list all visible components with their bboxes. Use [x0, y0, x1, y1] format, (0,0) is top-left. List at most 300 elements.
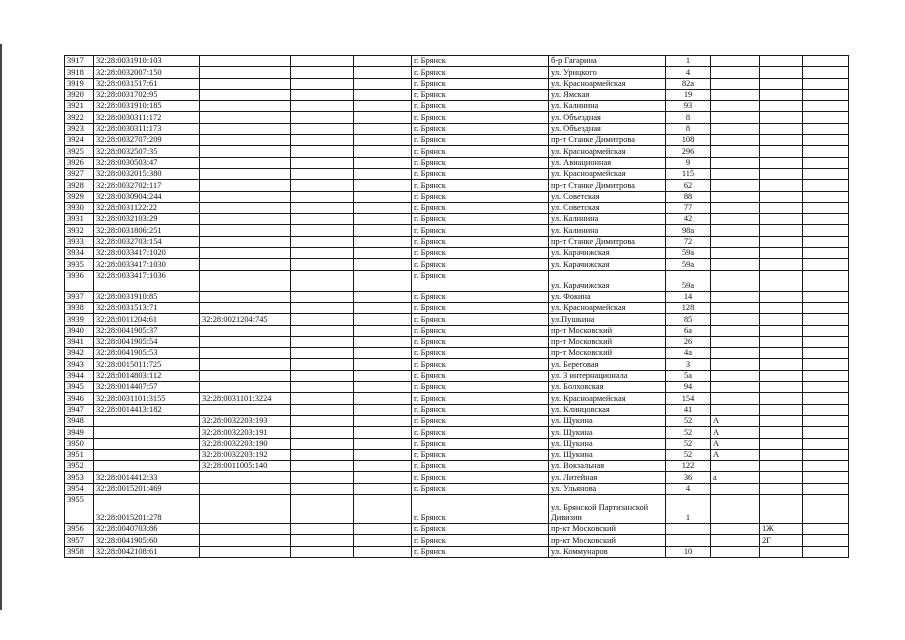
empty-cell [291, 314, 354, 325]
building-letter [711, 123, 760, 134]
house-number: 154 [666, 393, 711, 404]
building-letter [711, 168, 760, 179]
street-cell: пр-т Московский [549, 348, 666, 359]
house-number: 77 [666, 202, 711, 213]
house-number: 52 [666, 449, 711, 460]
cadastral-number [94, 427, 200, 438]
cadastral-number: 32:28:0015011:725 [94, 359, 200, 370]
cadastral-number: 32:28:0031513:71 [94, 302, 200, 313]
building-letter [711, 393, 760, 404]
cadastral-number: 32:28:0014407:57 [94, 382, 200, 393]
empty-cell [803, 291, 849, 302]
building-letter [711, 325, 760, 336]
empty-cell [291, 270, 354, 291]
cadastral-number: 32:28:0031101:3155 [94, 393, 200, 404]
cadastral-number: 32:28:0042108:61 [94, 546, 200, 557]
table-row [65, 101, 849, 112]
house-number: 72 [666, 236, 711, 247]
street-cell: ул. Объездная [549, 123, 666, 134]
building-letter [711, 202, 760, 213]
empty-cell [354, 78, 412, 89]
street-line-1: ул. Брянской Партизанской [551, 502, 649, 512]
building-code: 1Ж [760, 523, 803, 534]
house-number: 296 [666, 146, 711, 157]
table-row [65, 336, 849, 347]
cadastral-number: 32:28:0030311:173 [94, 123, 200, 134]
cadastral-number: 32:28:0031910:85 [94, 291, 200, 302]
row-number: 3955 [65, 494, 94, 523]
table-row [65, 393, 849, 404]
row-number: 3933 [65, 236, 94, 247]
building-code [760, 168, 803, 179]
empty-cell [803, 225, 849, 236]
empty-cell [803, 370, 849, 381]
empty-cell [803, 494, 849, 523]
building-letter [711, 348, 760, 359]
building-code [760, 112, 803, 123]
city-cell: г. Брянск [412, 168, 549, 179]
street-cell: ул. Калинина [549, 225, 666, 236]
building-code [760, 259, 803, 270]
street-cell: ул. Красноармейская [549, 168, 666, 179]
empty-cell [803, 438, 849, 449]
empty-cell [354, 157, 412, 168]
empty-cell [291, 472, 354, 483]
empty-cell [291, 535, 354, 546]
city-cell: г. Брянск [412, 248, 549, 259]
street-cell: ул. Береговая [549, 359, 666, 370]
city-cell: г. Брянск [412, 202, 549, 213]
empty-cell [354, 523, 412, 534]
building-code [760, 191, 803, 202]
street-cell: ул. Карачижская [549, 248, 666, 259]
city-cell: г. Брянск [412, 157, 549, 168]
house-number: 42 [666, 214, 711, 225]
street-cell: ул. Калинина [549, 214, 666, 225]
house-number: 108 [666, 135, 711, 146]
building-code [760, 382, 803, 393]
row-number: 3954 [65, 483, 94, 494]
city-cell: г. Брянск [412, 438, 549, 449]
empty-cell [354, 359, 412, 370]
street-cell: ул. Карачижская [549, 259, 666, 270]
empty-cell [803, 214, 849, 225]
street-cell: ул. Щукина [549, 415, 666, 426]
cadastral-number-2 [200, 135, 291, 146]
building-code [760, 236, 803, 247]
building-code [760, 248, 803, 259]
building-code [760, 157, 803, 168]
street-cell: ул. Объездная [549, 112, 666, 123]
empty-cell [354, 248, 412, 259]
empty-cell [803, 202, 849, 213]
empty-cell [803, 157, 849, 168]
empty-cell [291, 248, 354, 259]
cadastral-number [94, 449, 200, 460]
empty-cell [291, 146, 354, 157]
table-row [65, 202, 849, 213]
city-cell: г. Брянск [412, 404, 549, 415]
cadastral-number: 32:28:0041905:60 [94, 535, 200, 546]
street-cell: ул. Карачижская [549, 270, 666, 291]
empty-cell [803, 248, 849, 259]
cadastral-number-2 [200, 535, 291, 546]
row-number: 3950 [65, 438, 94, 449]
row-number: 3921 [65, 101, 94, 112]
empty-cell [291, 415, 354, 426]
building-code [760, 359, 803, 370]
empty-cell [291, 546, 354, 557]
table-row [65, 225, 849, 236]
street-cell: пр-т Станке Димитрова [549, 135, 666, 146]
empty-cell [803, 348, 849, 359]
cadastral-number: 32:28:0031702:95 [94, 89, 200, 100]
cadastral-number: 32:28:0030311:172 [94, 112, 200, 123]
cadastral-number: 32:28:0033417:1036 [94, 270, 200, 291]
building-letter [711, 214, 760, 225]
cadastral-number: 32:28:0032007:150 [94, 67, 200, 78]
house-number: 4 [666, 483, 711, 494]
row-number: 3942 [65, 348, 94, 359]
cadastral-number-2 [200, 168, 291, 179]
cadastral-number [94, 415, 200, 426]
house-number: 52 [666, 415, 711, 426]
row-number: 3924 [65, 135, 94, 146]
empty-cell [803, 427, 849, 438]
city-cell: г. Брянск [412, 546, 549, 557]
city-cell: г. Брянск [412, 225, 549, 236]
empty-cell [354, 336, 412, 347]
row-number: 3944 [65, 370, 94, 381]
building-letter [711, 135, 760, 146]
cadastral-number-2 [200, 382, 291, 393]
cadastral-number-2 [200, 112, 291, 123]
cadastral-number [94, 438, 200, 449]
city-cell: г. Брянск [412, 523, 549, 534]
city-cell: г. Брянск [412, 461, 549, 472]
row-number: 3927 [65, 168, 94, 179]
empty-cell [803, 546, 849, 557]
city-cell: г. Брянск [412, 336, 549, 347]
row-number: 3923 [65, 123, 94, 134]
empty-cell [291, 168, 354, 179]
city-cell: г. Брянск [412, 535, 549, 546]
house-number [666, 535, 711, 546]
house-number: 98а [666, 225, 711, 236]
empty-cell [354, 135, 412, 146]
empty-cell [291, 291, 354, 302]
building-code [760, 393, 803, 404]
building-letter [711, 483, 760, 494]
street-cell: ул. Советская [549, 202, 666, 213]
table-row [65, 314, 849, 325]
building-letter [711, 146, 760, 157]
empty-cell [803, 56, 849, 67]
building-code [760, 270, 803, 291]
house-number: 5а [666, 370, 711, 381]
cadastral-number-2: 32:28:0032203:190 [200, 438, 291, 449]
empty-cell [354, 291, 412, 302]
building-letter [711, 370, 760, 381]
cadastral-number: 32:28:0031517:61 [94, 78, 200, 89]
building-letter [711, 259, 760, 270]
cadastral-number-2: 32:28:0021204:745 [200, 314, 291, 325]
house-number: 94 [666, 382, 711, 393]
row-number: 3945 [65, 382, 94, 393]
building-code [760, 67, 803, 78]
building-letter [711, 67, 760, 78]
building-code [760, 123, 803, 134]
row-number: 3958 [65, 546, 94, 557]
building-letter [711, 302, 760, 313]
building-letter: А [711, 438, 760, 449]
cadastral-number-2 [200, 236, 291, 247]
cadastral-number: 32:28:0040703:86 [94, 523, 200, 534]
empty-cell [803, 302, 849, 313]
building-code [760, 135, 803, 146]
empty-cell [291, 89, 354, 100]
empty-cell [291, 78, 354, 89]
cadastral-number-2 [200, 78, 291, 89]
street-cell: ул. Вокзальная [549, 461, 666, 472]
city-cell: г. Брянск [412, 449, 549, 460]
empty-cell [354, 168, 412, 179]
empty-cell [291, 382, 354, 393]
empty-cell [291, 302, 354, 313]
street-cell: ул. Урицкого [549, 67, 666, 78]
building-letter [711, 78, 760, 89]
empty-cell [354, 112, 412, 123]
table-row [65, 135, 849, 146]
row-number: 3920 [65, 89, 94, 100]
row-number: 3918 [65, 67, 94, 78]
cadastral-number-2 [200, 325, 291, 336]
cadastral-number: 32:28:0014803:112 [94, 370, 200, 381]
building-code [760, 180, 803, 191]
city-cell: г. Брянск [412, 370, 549, 381]
city-cell: г. Брянск [412, 135, 549, 146]
table-row [65, 523, 849, 534]
building-code [760, 291, 803, 302]
empty-cell [803, 404, 849, 415]
empty-cell [803, 314, 849, 325]
table-row [65, 259, 849, 270]
cadastral-number: 32:28:0030503:47 [94, 157, 200, 168]
cadastral-number: 32:28:0033417:1030 [94, 259, 200, 270]
city-cell: г. Брянск [412, 472, 549, 483]
empty-cell [803, 67, 849, 78]
property-register-table [64, 55, 849, 558]
building-letter [711, 494, 760, 523]
cadastral-number: 32:28:0032507:35 [94, 146, 200, 157]
row-number: 3941 [65, 336, 94, 347]
empty-cell [354, 370, 412, 381]
table-row [65, 382, 849, 393]
house-number: 122 [666, 461, 711, 472]
house-number: 3 [666, 359, 711, 370]
house-number: 41 [666, 404, 711, 415]
building-letter [711, 191, 760, 202]
street-cell: пр-т Станке Димитрова [549, 236, 666, 247]
empty-cell [291, 180, 354, 191]
street-cell: ул. Авиационная [549, 157, 666, 168]
empty-cell [803, 461, 849, 472]
street-cell: ул. Ямская [549, 89, 666, 100]
cadastral-number-2 [200, 101, 291, 112]
cadastral-number-2 [200, 472, 291, 483]
city-cell: г. Брянск [412, 101, 549, 112]
table-row [65, 404, 849, 415]
building-code [760, 415, 803, 426]
empty-cell [803, 325, 849, 336]
house-number: 8 [666, 112, 711, 123]
table-row [65, 89, 849, 100]
empty-cell [354, 438, 412, 449]
table-row [65, 78, 849, 89]
table-row [65, 157, 849, 168]
empty-cell [803, 123, 849, 134]
city-cell: г. Брянск [412, 314, 549, 325]
row-number: 3951 [65, 449, 94, 460]
empty-cell [291, 112, 354, 123]
empty-cell [803, 236, 849, 247]
building-letter: А [711, 415, 760, 426]
empty-cell [354, 314, 412, 325]
empty-cell [354, 415, 412, 426]
empty-cell [803, 535, 849, 546]
house-number: 52 [666, 438, 711, 449]
table-row [65, 112, 849, 123]
house-number [666, 523, 711, 534]
building-code [760, 225, 803, 236]
empty-cell [354, 427, 412, 438]
empty-cell [803, 78, 849, 89]
empty-cell [354, 546, 412, 557]
cadastral-number-2 [200, 270, 291, 291]
building-letter: А [711, 427, 760, 438]
house-number: 59а [666, 248, 711, 259]
city-cell: г. Брянск [412, 259, 549, 270]
building-letter [711, 225, 760, 236]
building-code [760, 472, 803, 483]
house-number: 59а [666, 259, 711, 270]
row-number: 3917 [65, 56, 94, 67]
empty-cell [291, 225, 354, 236]
street-cell: ул. Красноармейская [549, 302, 666, 313]
building-code [760, 202, 803, 213]
house-number: 4а [666, 348, 711, 359]
empty-cell [803, 180, 849, 191]
house-number: 59а [666, 270, 711, 291]
cadastral-number: 32:28:0032103:29 [94, 214, 200, 225]
cadastral-number-2: 32:28:0032203:193 [200, 415, 291, 426]
row-number: 3929 [65, 191, 94, 202]
row-number: 3937 [65, 291, 94, 302]
row-number: 3934 [65, 248, 94, 259]
building-code [760, 494, 803, 523]
row-number: 3940 [65, 325, 94, 336]
empty-cell [803, 359, 849, 370]
building-letter [711, 359, 760, 370]
empty-cell [354, 214, 412, 225]
table-row [65, 472, 849, 483]
table-row [65, 546, 849, 557]
empty-cell [291, 101, 354, 112]
row-number: 3947 [65, 404, 94, 415]
cadastral-number-2 [200, 483, 291, 494]
row-number: 3935 [65, 259, 94, 270]
house-number: 8 [666, 123, 711, 134]
building-code [760, 78, 803, 89]
empty-cell [803, 112, 849, 123]
empty-cell [291, 336, 354, 347]
row-number: 3925 [65, 146, 94, 157]
empty-cell [354, 302, 412, 313]
empty-cell [354, 393, 412, 404]
street-cell: ул. Ульянова [549, 483, 666, 494]
cadastral-number-2 [200, 302, 291, 313]
empty-cell [803, 270, 849, 291]
table-row [65, 461, 849, 472]
street-cell: ул. Красноармейская [549, 393, 666, 404]
street-cell: пр-т Московский [549, 325, 666, 336]
table-row [65, 483, 849, 494]
cadastral-number-2 [200, 67, 291, 78]
empty-cell [354, 483, 412, 494]
table-row [65, 494, 849, 523]
building-code [760, 438, 803, 449]
city-cell: г. Брянск [412, 483, 549, 494]
cadastral-number: 32:28:0015201:469 [94, 483, 200, 494]
cadastral-number-2 [200, 494, 291, 523]
empty-cell [354, 225, 412, 236]
building-code [760, 214, 803, 225]
register-rows [65, 56, 849, 558]
city-cell: г. Брянск [412, 291, 549, 302]
empty-cell [803, 168, 849, 179]
cadastral-number: 32:28:0031910:103 [94, 56, 200, 67]
row-number: 3928 [65, 180, 94, 191]
building-letter: А [711, 449, 760, 460]
empty-cell [291, 427, 354, 438]
cadastral-number: 32:28:0041905:53 [94, 348, 200, 359]
cadastral-number-2: 32:28:0031101:3224 [200, 393, 291, 404]
table-row [65, 359, 849, 370]
city-cell: г. Брянск [412, 494, 549, 523]
building-letter [711, 101, 760, 112]
street-cell: ул. Щукина [549, 449, 666, 460]
empty-cell [354, 325, 412, 336]
cadastral-number [94, 461, 200, 472]
cadastral-number-2 [200, 248, 291, 259]
empty-cell [291, 135, 354, 146]
page-edge-line [0, 44, 2, 610]
empty-cell [291, 494, 354, 523]
row-number: 3939 [65, 314, 94, 325]
table-row [65, 302, 849, 313]
empty-cell [291, 214, 354, 225]
table-row [65, 146, 849, 157]
table-row [65, 248, 849, 259]
empty-cell [803, 382, 849, 393]
building-letter [711, 157, 760, 168]
empty-cell [291, 348, 354, 359]
house-number: 1 [666, 494, 711, 523]
cadastral-number-2 [200, 370, 291, 381]
empty-cell [803, 483, 849, 494]
cadastral-number: 32:28:0031806:251 [94, 225, 200, 236]
empty-cell [803, 135, 849, 146]
